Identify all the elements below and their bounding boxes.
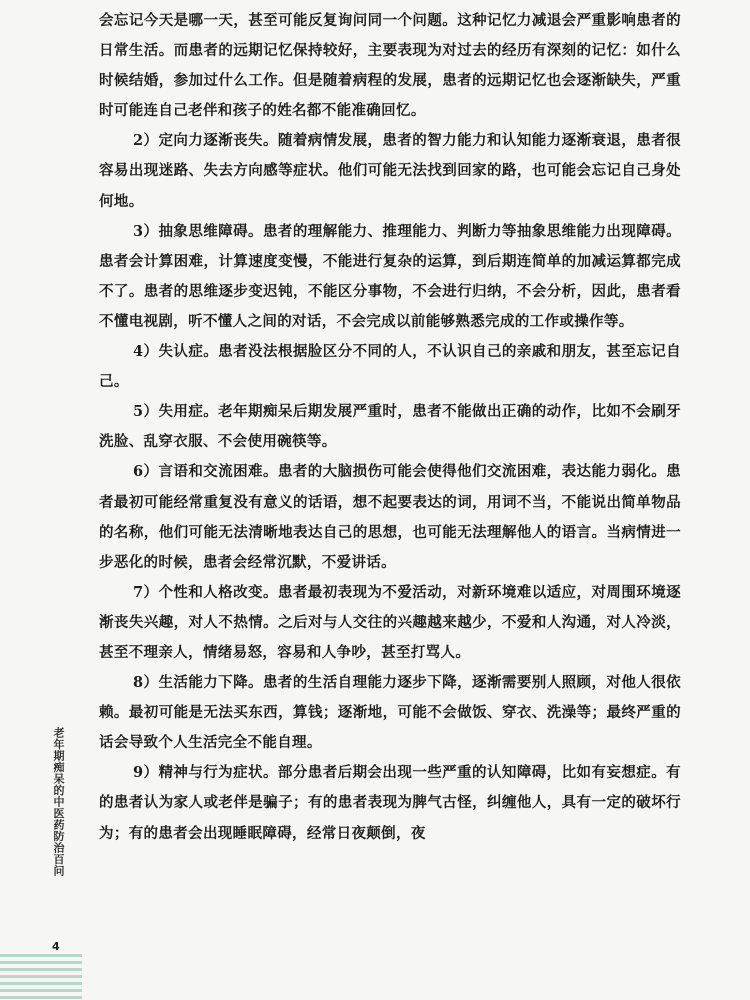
stripe: [0, 989, 82, 992]
decorative-stripes: [0, 952, 82, 1000]
paragraph-abstract-thinking: 3）抽象思维障碍。患者的理解能力、推理能力、判断力等抽象思维能力出现障碍。患者会计算困难，计算速度变慢，不能进行复杂的运算，到后期连简单的加减运算都完成不了。患者的思维逐步变迟钝，不能区分事物，不会进行归纳，不会分析，因此，患者看不懂电视剧，听不懂人之间的对话，不会完成以前能够熟悉完成的工作或操作等。: [99, 222, 681, 330]
page-number: 4: [52, 940, 60, 953]
page-body: [99, 6, 681, 849]
book-title-vertical: 老年期痴呆的中医药防治百问: [52, 727, 65, 877]
paragraph-personality-change: 7）个性和人格改变。患者最初表现为不爱活动，对新环境难以适应，对周围环境逐渐丧失兴趣，对人不热情。之后对与人交往的兴趣越来越少，不爱和人沟通，对人冷淡，甚至不理亲人，情绪易怒，容易和人争吵，甚至打骂人。: [99, 583, 681, 661]
stripe: [0, 968, 82, 971]
paragraph-behavior-symptoms: 9）精神与行为症状。部分患者后期会出现一些严重的认知障碍，比如有妄想症。有的患者认为家人或老伴是骗子；有的患者表现为脾气古怪，纠缠他人，具有一定的破坏行为；有的患者会出现睡眠障碍，经常日夜颠倒，夜: [99, 764, 681, 842]
paragraph-language-difficulty: 6）言语和交流困难。患者的大脑损伤可能会使得他们交流困难，表达能力弱化。患者最初可能经常重复没有意义的话语，想不起要表达的词，用词不当，不能说出简单物品的名称，他们可能无法清晰地表达自己的思想，也可能无法理解他人的语言。当病情进一步恶化的时候，患者会经常沉默，不爱讲话。: [99, 463, 681, 571]
stripe: [0, 975, 82, 978]
stripe: [0, 982, 82, 985]
stripe: [0, 961, 82, 964]
stripe: [0, 996, 82, 999]
stripe: [0, 954, 82, 957]
paragraph-apraxia: 5）失用症。老年期痴呆后期发展严重时，患者不能做出正确的动作，比如不会刷牙洗脸、乱穿衣服、不会使用碗筷等。: [99, 403, 681, 451]
paragraph-living-ability: 8）生活能力下降。患者的生活自理能力逐步下降，逐渐需要别人照顾，对他人很依赖。最初可能是无法买东西，算钱；逐渐地，可能不会做饭、穿衣、洗澡等；最终严重的话会导致个人生活完全不能自理。: [99, 674, 681, 752]
paragraph-agnosia: 4）失认症。患者没法根据脸区分不同的人，不认识自己的亲戚和朋友，甚至忘记自己。: [99, 343, 681, 391]
paragraph-orientation-loss: 2）定向力逐渐丧失。随着病情发展，患者的智力能力和认知能力逐渐衰退，患者很容易出现迷路、失去方向感等症状。他们可能无法找到回家的路，也可能会忘记自己身处何地。: [99, 132, 681, 210]
paragraph-memory-decline: 会忘记今天是哪一天，甚至可能反复询问同一个问题。这种记忆力减退会严重影响患者的日常生活。而患者的远期记忆保持较好，主要表现为对过去的经历有深刻的记忆：如什么时候结婚，参加过什么工作。但是随着病程的发展，患者的远期记忆也会逐渐缺失，严重时可能连自己老伴和孩子的姓名都不能准确回忆。: [99, 12, 681, 120]
